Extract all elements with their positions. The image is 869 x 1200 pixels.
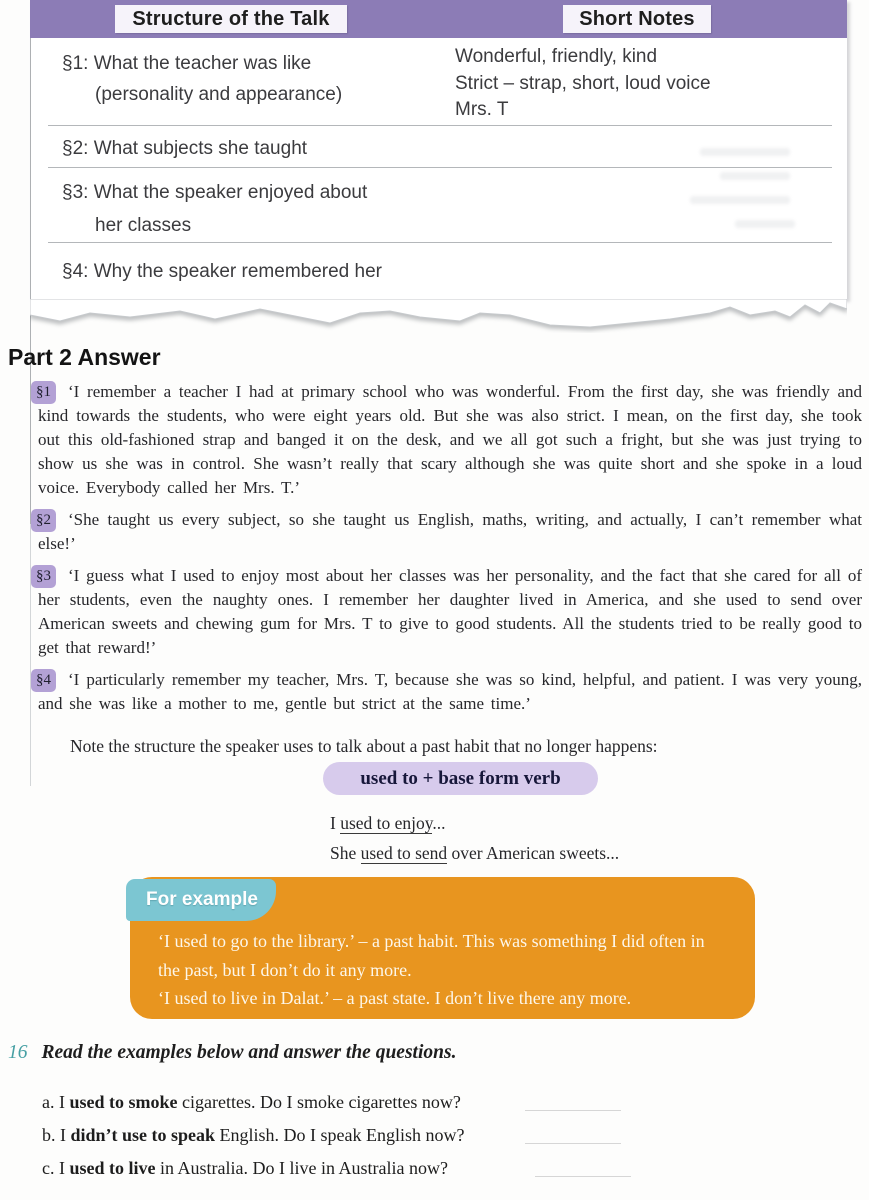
structure-cell-3-line1: §3: What the speaker enjoyed about xyxy=(62,182,368,203)
table-row-separator xyxy=(48,242,832,243)
question-bold-phrase: used to live xyxy=(69,1158,156,1178)
question-b xyxy=(42,1123,742,1147)
table-row-separator xyxy=(48,125,832,126)
answer-paragraph-2-text: ‘She taught us every subject, so she taught us English, maths, writing, and actually, I can’t remember what else!’ xyxy=(38,510,862,553)
question-a xyxy=(42,1090,742,1114)
question-suffix: English. Do I speak English now? xyxy=(215,1125,465,1145)
question-prefix: a. I xyxy=(42,1092,70,1112)
structure-cell-1-line1: §1: What the teacher was like xyxy=(62,53,312,74)
structure-cell-4-line1: §4: Why the speaker remembered her xyxy=(62,261,382,282)
bleed-through-artifact xyxy=(700,148,790,156)
usage-example-2 xyxy=(330,838,869,868)
example-item-1: ‘I used to go to the library.’ – a past habit. This was something I did often in the past, but I don’t do it any more. xyxy=(158,931,705,980)
notes-cell-1 xyxy=(455,44,711,124)
answer-blank-line xyxy=(525,1142,621,1144)
question-bold-phrase: didn’t use to speak xyxy=(70,1125,216,1145)
bleed-through-artifact xyxy=(720,172,790,180)
answer-paragraph-1 xyxy=(38,380,862,500)
column-header-structure: Structure of the Talk xyxy=(115,5,347,33)
bleed-through-artifact xyxy=(735,220,795,228)
section-badge: §1 xyxy=(31,381,56,404)
main-content xyxy=(0,343,869,1189)
section-badge: §4 xyxy=(31,669,56,692)
grammar-structure-pill: used to + base form verb xyxy=(323,762,598,795)
exercise-questions xyxy=(42,1090,869,1180)
structure-cell-2-line1: §2: What subjects she taught xyxy=(62,138,308,159)
grammar-note-intro: Note the structure the speaker uses to talk about a past habit that no longer happens: xyxy=(70,736,658,756)
usage-examples xyxy=(330,808,869,868)
structure-cell-4 xyxy=(62,256,382,287)
question-prefix: c. I xyxy=(42,1158,70,1178)
section-badge: §3 xyxy=(31,565,56,588)
part2-answer-heading: Part 2 Answer xyxy=(8,344,161,370)
answer-paragraph-1-text: ‘I remember a teacher I had at primary school who was wonderful. From the first day, she was friendly and kind towards the students, who were eight years old. But she was also strict. I mean, on the first day, she took out this old-fashioned strap and banged it on the desk, and we all got such a fright, but she was just trying to show us she was in control. She wasn’t really that scary although she was quite short and she spoke in a loud voice. Everybody called her Mrs. T.’ xyxy=(38,382,862,497)
usage-suffix: ... xyxy=(432,813,446,833)
bleed-through-artifact xyxy=(690,196,790,204)
structure-cell-3-line2: her classes xyxy=(95,215,192,236)
column-header-notes: Short Notes xyxy=(563,5,711,33)
answer-paragraph-2 xyxy=(38,508,862,556)
exercise-header xyxy=(8,1040,869,1066)
structure-cell-2 xyxy=(62,133,307,164)
usage-example-1 xyxy=(330,808,869,838)
answer-paragraph-3 xyxy=(38,564,862,660)
question-prefix: b. I xyxy=(42,1125,71,1145)
answer-paragraph-4 xyxy=(38,668,862,716)
answer-blank-line xyxy=(525,1109,621,1111)
question-suffix: cigarettes. Do I smoke cigarettes now? xyxy=(177,1092,461,1112)
usage-underlined: used to enjoy xyxy=(340,813,433,833)
table-border-left xyxy=(30,0,31,262)
notes-sheet xyxy=(30,0,847,300)
torn-paper-edge xyxy=(30,299,847,333)
table-row-separator xyxy=(48,167,832,168)
section-badge: §2 xyxy=(31,509,56,532)
answer-paragraph-3-text: ‘I guess what I used to enjoy most about her classes was her personality, and the fact that she cared for all of her students, even the naughty ones. I remember her daughter lived in America, and she used to send over American sweets and chewing gum for Mrs. T to give to good students. All the students tried to be really good to get that reward!’ xyxy=(38,566,862,657)
for-example-box xyxy=(130,877,755,1019)
question-bold-phrase: used to smoke xyxy=(69,1092,178,1112)
note-line: Wonderful, friendly, kind xyxy=(455,46,658,67)
structure-cell-1 xyxy=(62,48,342,110)
answer-blank-line xyxy=(535,1175,631,1177)
usage-underlined: used to send xyxy=(360,843,448,863)
for-example-tab: For example xyxy=(126,879,276,921)
exercise-instruction: Read the examples below and answer the questions. xyxy=(41,1042,457,1063)
usage-prefix: I xyxy=(330,813,341,833)
structure-cell-3 xyxy=(62,176,367,242)
note-line: Strict – strap, short, loud voice xyxy=(455,72,711,94)
structure-cell-1-line2: (personality and appearance) xyxy=(95,84,343,105)
question-suffix: in Australia. Do I live in Australia now? xyxy=(155,1158,448,1178)
answer-paragraph-4-text: ‘I particularly remember my teacher, Mrs. T, because she was so kind, helpful, and patient. I was very young, and she was like a mother to me, gentle but strict at the same time.’ xyxy=(38,670,862,713)
usage-suffix: over American sweets... xyxy=(447,843,620,863)
question-c xyxy=(42,1156,742,1180)
note-line: Mrs. T xyxy=(455,99,509,120)
usage-prefix: She xyxy=(330,843,361,863)
exercise-number: 16 xyxy=(8,1042,28,1063)
example-item-2: ‘I used to live in Dalat.’ – a past state. I don’t live there any more. xyxy=(158,988,632,1008)
